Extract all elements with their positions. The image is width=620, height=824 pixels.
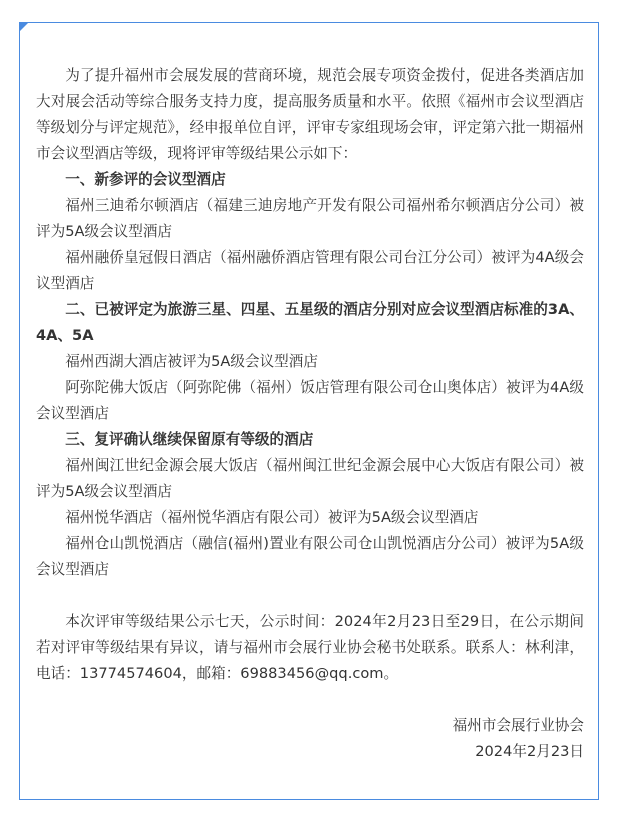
list-item: 福州闽江世纪金源会展大饭店（福州闽江世纪金源会展中心大饭店有限公司）被评为5A级会议型酒店: [36, 457, 584, 500]
intro-paragraph: 为了提升福州市会展发展的营商环境，规范会展专项资金拨付，促进各类酒店加大对展会活动等综合服务支持力度，提高服务质量和水平。依照《福州市会议型酒店等级划分与评定规范》，经申报单位自评，评审专家组现场会审，评定第六批一期福州市会议型酒店等级，现将评审等级结果公示如下：: [36, 67, 584, 162]
spacer: [36, 583, 584, 609]
spacer: [36, 687, 584, 713]
signature-org: 福州市会展行业协会: [452, 717, 584, 734]
list-item: 福州仓山凯悦酒店（融信(福州)置业有限公司仓山凯悦酒店分公司）被评为5A级会议型酒店: [36, 535, 584, 578]
section-reassessed-hotels: [36, 427, 584, 583]
section-heading: 一、新参评的会议型酒店: [65, 171, 226, 188]
section-heading: 二、已被评定为旅游三星、四星、五星级的酒店分别对应会议型酒店标准的3A、4A、5A: [36, 301, 584, 344]
list-item: 福州悦华酒店（福州悦华酒店有限公司）被评为5A级会议型酒店: [65, 509, 479, 526]
section-star-hotels: [36, 297, 584, 427]
list-item: 福州西湖大酒店被评为5A级会议型酒店: [65, 353, 318, 370]
section-heading: 三、复评确认继续保留原有等级的酒店: [65, 431, 314, 448]
list-item: 阿弥陀佛大饭店（阿弥陀佛（福州）饭店管理有限公司仓山奥体店）被评为4A级会议型酒店: [36, 379, 584, 422]
list-item: 福州融侨皇冠假日酒店（福州融侨酒店管理有限公司台江分公司）被评为4A级会议型酒店: [36, 249, 584, 292]
announcement-body: [36, 63, 584, 765]
signature-date: 2024年2月23日: [475, 743, 584, 760]
frame-corner-decoration: [19, 22, 29, 32]
notice-paragraph: 本次评审等级结果公示七天，公示时间：2024年2月23日至29日，在公示期间若对评审等级结果有异议，请与福州市会展行业协会秘书处联系。联系人：林利津，电话：13774574604，邮箱：69883456@qq.com。: [36, 613, 584, 682]
section-new-hotels: [36, 167, 584, 297]
list-item: 福州三迪希尔顿酒店（福建三迪房地产开发有限公司福州希尔顿酒店分公司）被评为5A级会议型酒店: [36, 197, 584, 240]
